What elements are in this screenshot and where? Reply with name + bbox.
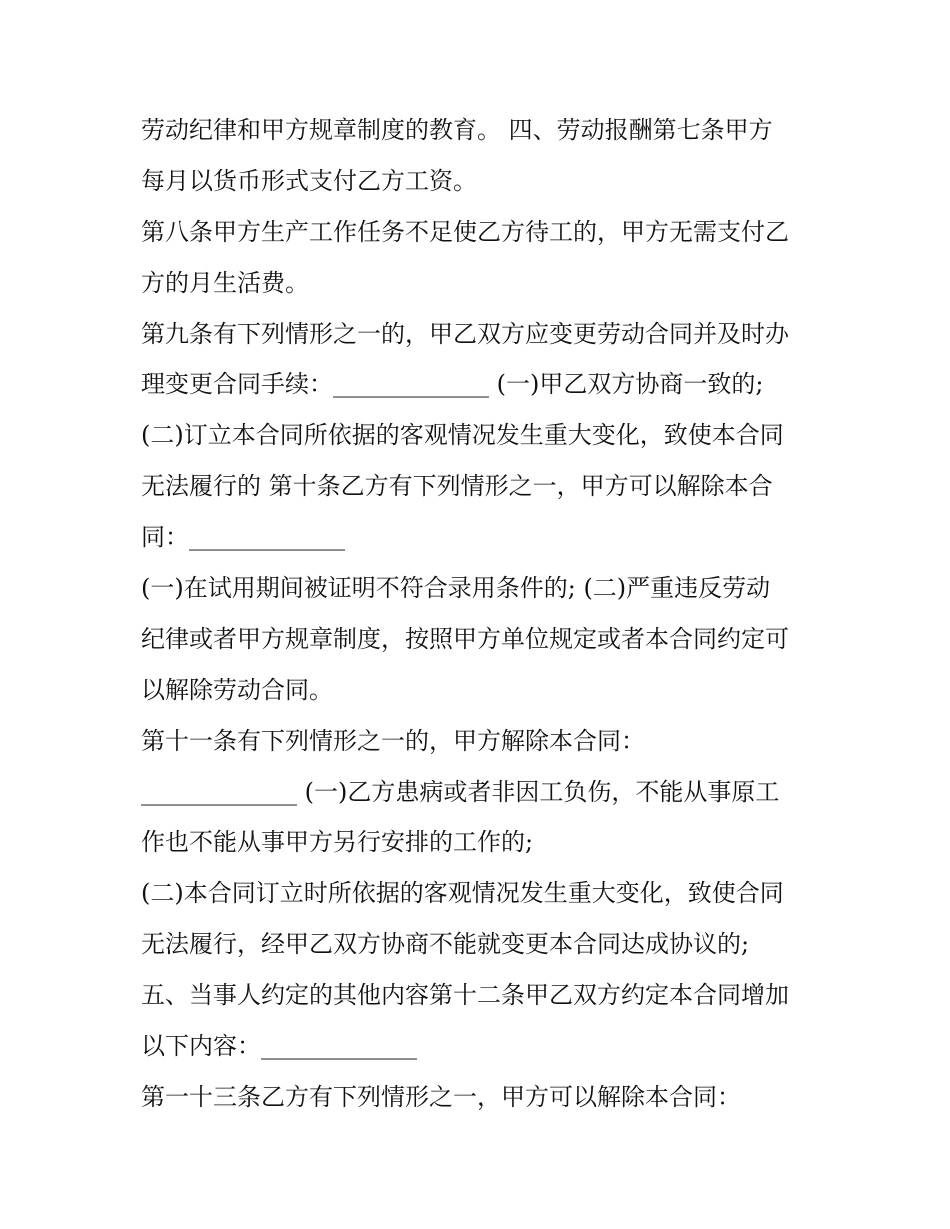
text-line: 纪律或者甲方规章制度，按照甲方单位规定或者本合同约定可 xyxy=(141,624,789,653)
text-line: (二)本合同订立时所依据的客观情况发生重大变化，致使合同 xyxy=(141,879,784,908)
text-line: 第一十三条乙方有下列情形之一，甲方可以解除本合同： xyxy=(141,1082,741,1111)
text-line: 方的月生活费。 xyxy=(141,268,309,297)
text-line: _____________ (一)乙方患病或者非因工负伤，不能从事原工 xyxy=(141,777,780,806)
text-line: 以解除劳动合同。 xyxy=(141,675,333,704)
text-line: 作也不能从事甲方另行安排的工作的; xyxy=(141,828,534,857)
text-line: 五、当事人约定的其他内容第十二条甲乙双方约定本合同增加 xyxy=(141,981,789,1010)
text-line: 同：_____________ xyxy=(141,523,345,552)
text-line: 每月以货币形式支付乙方工资。 xyxy=(141,166,477,195)
text-line: 无法履行的 第十条乙方有下列情形之一，甲方可以解除本合 xyxy=(141,472,773,501)
text-line: 第九条有下列情形之一的，甲乙双方应变更劳动合同并及时办 xyxy=(141,319,789,348)
text-line: (二)订立本合同所依据的客观情况发生重大变化，致使本合同 xyxy=(141,421,784,450)
document-body xyxy=(141,105,821,1123)
text-line: 第十一条有下列情形之一的，甲方解除本合同： xyxy=(141,726,645,755)
text-line: 理变更合同手续：_____________ (一)甲乙双方协商一致的; xyxy=(141,370,764,399)
text-line: 劳动纪律和甲方规章制度的教育。 四、劳动报酬第七条甲方 xyxy=(141,116,773,144)
text-line: 第八条甲方生产工作任务不足使乙方待工的，甲方无需支付乙 xyxy=(141,217,789,246)
text-line: 以下内容：_____________ xyxy=(141,1032,417,1061)
text-line: 无法履行，经甲乙双方协商不能就变更本合同达成协议的; xyxy=(141,930,750,959)
text-line: (一)在试用期间被证明不符合录用条件的; (二)严重违反劳动 xyxy=(141,574,771,603)
